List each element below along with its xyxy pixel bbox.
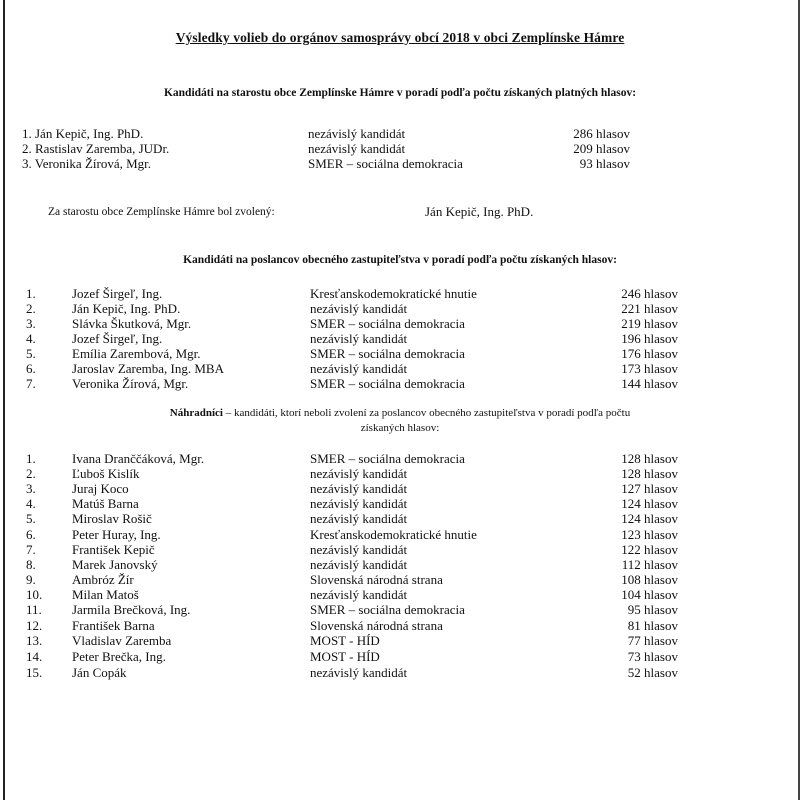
substitute-row: [0, 542, 800, 558]
candidate-name: Jozef Širgeľ, Ing.: [72, 331, 163, 346]
candidate-name: Marek Janovský: [72, 557, 158, 572]
rank-number: 10.: [26, 587, 43, 602]
candidate-party: Kresťanskodemokratické hnutie: [310, 286, 477, 301]
mayor-heading: Kandidáti na starostu obce Zemplínske Hámre v poradí podľa počtu získaných platných hlasov:: [163, 87, 637, 99]
rank-number: 7.: [26, 542, 36, 557]
rank-number: 14.: [26, 649, 43, 664]
substitute-row: [0, 496, 800, 512]
candidate-name: Ján Copák: [72, 665, 127, 680]
candidate-votes: 52 hlasov: [627, 665, 678, 680]
rank-number: 1.: [26, 286, 36, 301]
substitutes-description: – kandidáti, ktorí neboli zvolení za poslancov obecného zastupiteľstva v poradí podľa počtu: [222, 407, 631, 419]
candidate-party: nezávislý kandidát: [310, 665, 408, 680]
rank-number: 8.: [26, 557, 36, 572]
council-row: [0, 301, 800, 317]
rank-number: 4.: [26, 496, 36, 511]
council-row: [0, 331, 800, 347]
candidate-name: Jaroslav Zaremba, Ing. MBA: [72, 361, 224, 376]
council-row: [0, 361, 800, 377]
substitute-row: [0, 511, 800, 527]
mayor-row: [0, 156, 800, 172]
candidate-party: nezávislý kandidát: [310, 587, 408, 602]
candidate-votes: 173 hlasov: [621, 361, 678, 376]
candidate-party: nezávislý kandidát: [310, 511, 408, 526]
candidate-name: Peter Huray, Ing.: [72, 527, 161, 542]
substitutes-description-line2: získaných hlasov:: [360, 422, 440, 434]
substitute-row: [0, 557, 800, 573]
substitute-row: [0, 572, 800, 588]
candidate-votes: 144 hlasov: [621, 376, 678, 391]
candidate-votes: 112 hlasov: [621, 557, 678, 572]
council-row: [0, 316, 800, 332]
elected-mayor-name: Ján Kepič, Ing. PhD.: [425, 204, 534, 219]
substitute-row: [0, 665, 800, 681]
mayor-row: [0, 126, 800, 142]
substitute-row: [0, 633, 800, 649]
candidate-party: Slovenská národná strana: [310, 572, 443, 587]
council-row: [0, 286, 800, 302]
candidate-name: Jarmila Brečková, Ing.: [72, 602, 191, 617]
candidate-name: Ľuboš Kislík: [72, 466, 140, 481]
rank-number: 6.: [26, 361, 36, 376]
candidate-name: 1. Ján Kepič, Ing. PhD.: [22, 126, 144, 141]
candidate-name: Slávka Škutková, Mgr.: [72, 316, 192, 331]
candidate-votes: 176 hlasov: [621, 346, 678, 361]
candidate-votes: 246 hlasov: [621, 286, 678, 301]
candidate-party: SMER – sociálna demokracia: [310, 376, 465, 391]
substitute-row: [0, 618, 800, 634]
candidate-name: Ambróz Žír: [72, 572, 134, 587]
elected-mayor-label: Za starostu obce Zemplínske Hámre bol zvolený:: [48, 206, 275, 218]
candidate-party: nezávislý kandidát: [310, 466, 408, 481]
rank-number: 7.: [26, 376, 36, 391]
rank-number: 5.: [26, 511, 36, 526]
candidate-party: nezávislý kandidát: [308, 126, 406, 141]
candidate-party: nezávislý kandidát: [308, 141, 406, 156]
candidate-name: Juraj Koco: [72, 481, 129, 496]
candidate-name: František Kepič: [72, 542, 155, 557]
candidate-party: SMER – sociálna demokracia: [310, 451, 465, 466]
candidate-votes: 122 hlasov: [621, 542, 678, 557]
candidate-name: Milan Matoš: [72, 587, 139, 602]
mayor-row: [0, 141, 800, 157]
candidate-party: MOST - HÍD: [310, 633, 380, 648]
candidate-party: Kresťanskodemokratické hnutie: [310, 527, 477, 542]
candidate-votes: 209 hlasov: [573, 141, 630, 156]
candidate-name: Veronika Žírová, Mgr.: [72, 376, 189, 391]
candidate-party: Slovenská národná strana: [310, 618, 443, 633]
substitute-row: [0, 466, 800, 482]
candidate-votes: 104 hlasov: [621, 587, 678, 602]
substitutes-label: Náhradníci: [169, 407, 223, 419]
candidate-name: František Barna: [72, 618, 155, 633]
substitutes-heading: [40, 406, 760, 436]
council-row: [0, 376, 800, 392]
candidate-name: 2. Rastislav Zaremba, JUDr.: [22, 141, 170, 156]
candidate-votes: 124 hlasov: [621, 511, 678, 526]
rank-number: 13.: [26, 633, 43, 648]
candidate-name: Matúš Barna: [72, 496, 139, 511]
substitute-row: [0, 481, 800, 497]
council-heading: Kandidáti na poslancov obecného zastupiteľstva v poradí podľa počtu získaných hlasov:: [183, 254, 617, 266]
candidate-party: SMER – sociálna demokracia: [308, 156, 463, 171]
candidate-name: Peter Brečka, Ing.: [72, 649, 166, 664]
candidate-party: nezávislý kandidát: [310, 301, 408, 316]
candidate-name: 3. Veronika Žírová, Mgr.: [22, 156, 152, 171]
council-row: [0, 346, 800, 362]
rank-number: 15.: [26, 665, 43, 680]
candidate-party: SMER – sociálna demokracia: [310, 316, 465, 331]
candidate-name: Jozef Širgeľ, Ing.: [72, 286, 163, 301]
candidate-votes: 128 hlasov: [621, 451, 678, 466]
rank-number: 1.: [26, 451, 36, 466]
substitute-row: [0, 649, 800, 665]
rank-number: 3.: [26, 316, 36, 331]
rank-number: 2.: [26, 301, 36, 316]
substitute-row: [0, 602, 800, 618]
candidate-votes: 81 hlasov: [627, 618, 678, 633]
candidate-name: Miroslav Rošič: [72, 511, 152, 526]
candidate-votes: 128 hlasov: [621, 466, 678, 481]
rank-number: 2.: [26, 466, 36, 481]
candidate-name: Vladislav Zaremba: [72, 633, 172, 648]
candidate-votes: 127 hlasov: [621, 481, 678, 496]
rank-number: 12.: [26, 618, 43, 633]
substitute-row: [0, 451, 800, 467]
candidate-name: Ján Kepič, Ing. PhD.: [72, 301, 181, 316]
candidate-name: Ivana Dranččáková, Mgr.: [72, 451, 205, 466]
candidate-party: nezávislý kandidát: [310, 481, 408, 496]
candidate-votes: 108 hlasov: [621, 572, 678, 587]
rank-number: 5.: [26, 346, 36, 361]
candidate-party: SMER – sociálna demokracia: [310, 346, 465, 361]
candidate-votes: 93 hlasov: [579, 156, 630, 171]
document-title: Výsledky volieb do orgánov samosprávy obcí 2018 v obci Zemplínske Hámre: [175, 30, 625, 45]
candidate-party: nezávislý kandidát: [310, 361, 408, 376]
candidate-party: nezávislý kandidát: [310, 542, 408, 557]
rank-number: 11.: [26, 602, 42, 617]
candidate-votes: 221 hlasov: [621, 301, 678, 316]
candidate-votes: 286 hlasov: [573, 126, 630, 141]
rank-number: 3.: [26, 481, 36, 496]
candidate-party: MOST - HÍD: [310, 649, 380, 664]
candidate-votes: 196 hlasov: [621, 331, 678, 346]
candidate-party: nezávislý kandidát: [310, 557, 408, 572]
candidate-party: nezávislý kandidát: [310, 331, 408, 346]
rank-number: 9.: [26, 572, 36, 587]
candidate-votes: 219 hlasov: [621, 316, 678, 331]
substitute-row: [0, 527, 800, 543]
candidate-votes: 95 hlasov: [627, 602, 678, 617]
candidate-votes: 123 hlasov: [621, 527, 678, 542]
candidate-votes: 73 hlasov: [627, 649, 678, 664]
candidate-party: nezávislý kandidát: [310, 496, 408, 511]
candidate-votes: 124 hlasov: [621, 496, 678, 511]
rank-number: 4.: [26, 331, 36, 346]
candidate-name: Emília Zarembová, Mgr.: [72, 346, 201, 361]
candidate-votes: 77 hlasov: [627, 633, 678, 648]
candidate-party: SMER – sociálna demokracia: [310, 602, 465, 617]
rank-number: 6.: [26, 527, 36, 542]
substitute-row: [0, 587, 800, 603]
